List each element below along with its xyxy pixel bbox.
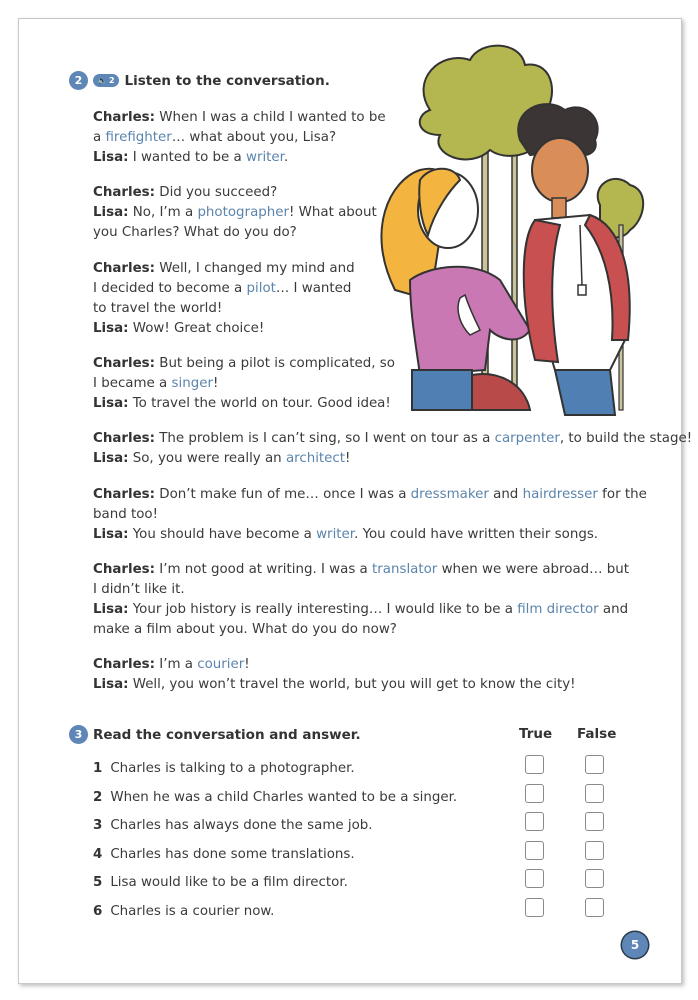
dialogue-text: a bbox=[93, 130, 106, 145]
dialogue-text: . You could have written their songs. bbox=[354, 527, 599, 542]
conversation-line bbox=[93, 394, 395, 414]
conversation-line bbox=[93, 259, 355, 279]
true-checkbox[interactable] bbox=[525, 869, 544, 888]
section-3-title: Read the conversation and answer. bbox=[93, 726, 361, 743]
speaker-name: Charles: bbox=[93, 110, 155, 125]
woman-figure bbox=[381, 169, 530, 410]
dialogue-text: I wanted to be a bbox=[128, 150, 246, 165]
question-number: 1 bbox=[93, 761, 103, 776]
conversation-line bbox=[93, 279, 355, 299]
job-keyword: singer bbox=[171, 376, 213, 391]
job-keyword: hairdresser bbox=[522, 487, 598, 502]
conversation-block bbox=[93, 560, 629, 640]
conversation-block bbox=[93, 485, 647, 545]
question-item bbox=[93, 904, 274, 919]
dialogue-text: ! What about bbox=[289, 205, 377, 220]
section-3-header bbox=[69, 725, 361, 744]
dialogue-text: ! bbox=[244, 657, 250, 672]
question-item bbox=[93, 790, 457, 805]
question-item bbox=[93, 847, 355, 862]
dialogue-text: band too! bbox=[93, 507, 158, 522]
true-checkbox[interactable] bbox=[525, 755, 544, 774]
question-number: 5 bbox=[93, 875, 103, 890]
dialogue-text: I’m not good at writing. I was a bbox=[155, 562, 373, 577]
dialogue-text: … I wanted bbox=[275, 281, 352, 296]
conversation-line bbox=[93, 299, 355, 319]
audio-track-badge[interactable] bbox=[93, 74, 119, 87]
question-item bbox=[93, 875, 348, 890]
false-checkbox[interactable] bbox=[585, 869, 604, 888]
job-keyword: pilot bbox=[246, 281, 276, 296]
conversation-block bbox=[93, 183, 377, 243]
question-number: 4 bbox=[93, 846, 103, 862]
speaker-name: Charles: bbox=[93, 431, 155, 446]
dialogue-text: ! bbox=[345, 451, 351, 466]
job-keyword: carpenter bbox=[494, 431, 560, 446]
audio-track-number: 2 bbox=[108, 76, 115, 85]
question-text: Charles is a courier now. bbox=[110, 903, 275, 919]
dialogue-text: Don’t make fun of me… once I was a bbox=[155, 487, 411, 502]
section-2-header bbox=[69, 71, 330, 90]
conversation-block bbox=[93, 354, 395, 414]
question-number: 3 bbox=[93, 818, 103, 833]
speaker-name: Lisa: bbox=[93, 150, 129, 165]
job-keyword: architect bbox=[285, 451, 346, 466]
conversation-line bbox=[93, 655, 576, 675]
conversation-line bbox=[93, 183, 377, 203]
dialogue-text: I became a bbox=[93, 376, 172, 391]
dialogue-text: and bbox=[598, 602, 629, 617]
dialogue-text: To travel the world on tour. Good idea! bbox=[128, 396, 391, 411]
dialogue-text: Your job history is really interesting… I would like to be a bbox=[128, 602, 518, 617]
dialogue-text: . bbox=[283, 150, 289, 165]
dialogue-text: when we were abroad… but bbox=[437, 562, 630, 577]
speaker-name: Charles: bbox=[93, 261, 155, 276]
speaker-name: Charles: bbox=[93, 185, 155, 200]
question-text: Lisa would like to be a film director. bbox=[110, 875, 348, 890]
conversation-line bbox=[93, 485, 647, 505]
speaker-name: Charles: bbox=[93, 487, 155, 502]
conversation-block bbox=[93, 429, 692, 469]
section-3-number: 3 bbox=[69, 725, 88, 744]
false-checkbox[interactable] bbox=[585, 812, 604, 831]
true-checkbox[interactable] bbox=[525, 812, 544, 831]
question-number: 6 bbox=[93, 903, 103, 919]
speaker-name: Lisa: bbox=[93, 677, 129, 692]
conversation-line bbox=[93, 580, 629, 600]
job-keyword: translator bbox=[372, 562, 438, 577]
conversation-line bbox=[93, 319, 355, 339]
dialogue-text: Well, I changed my mind and bbox=[155, 261, 355, 276]
true-column-header: True bbox=[519, 726, 553, 742]
speaker-name: Lisa: bbox=[93, 527, 129, 542]
dialogue-text: You should have become a bbox=[128, 527, 317, 542]
job-keyword: writer bbox=[246, 150, 284, 165]
section-2-title: Listen to the conversation. bbox=[124, 72, 330, 89]
speaker-name: Lisa: bbox=[93, 321, 129, 336]
dialogue-text: I decided to become a bbox=[93, 281, 247, 296]
job-keyword: writer bbox=[316, 527, 355, 542]
question-text: Charles has always done the same job. bbox=[110, 818, 373, 833]
conversation-block bbox=[93, 108, 386, 168]
conversation-line bbox=[93, 148, 386, 168]
job-keyword: film director bbox=[517, 602, 599, 617]
true-checkbox[interactable] bbox=[525, 784, 544, 803]
conversation-line bbox=[93, 429, 692, 449]
conversation-line bbox=[93, 449, 692, 469]
characters-illustration bbox=[360, 40, 660, 420]
question-item bbox=[93, 761, 355, 776]
dialogue-text: No, I’m a bbox=[128, 205, 198, 220]
conversation-line bbox=[93, 223, 377, 243]
true-checkbox[interactable] bbox=[525, 898, 544, 917]
job-keyword: firefighter bbox=[105, 130, 172, 145]
man-figure bbox=[518, 104, 629, 415]
speaker-name: Lisa: bbox=[93, 602, 129, 617]
dialogue-text: I didn’t like it. bbox=[93, 582, 185, 597]
conversation-line bbox=[93, 354, 395, 374]
job-keyword: photographer bbox=[197, 205, 290, 220]
dialogue-text: But being a pilot is complicated, so bbox=[155, 356, 395, 371]
dialogue-text: The problem is I can’t sing, so I went on tour as a bbox=[155, 431, 495, 446]
false-checkbox[interactable] bbox=[585, 898, 604, 917]
conversation-line bbox=[93, 374, 395, 394]
question-text: Charles is talking to a photographer. bbox=[110, 761, 355, 776]
speaker-name: Charles: bbox=[93, 356, 155, 371]
dialogue-text: for the bbox=[597, 487, 647, 502]
conversation-line bbox=[93, 203, 377, 223]
dialogue-text: … what about you, Lisa? bbox=[171, 130, 337, 145]
dialogue-text: Well, you won’t travel the world, but you will get to know the city! bbox=[128, 677, 576, 692]
conversation-block bbox=[93, 259, 355, 339]
job-keyword: dressmaker bbox=[410, 487, 489, 502]
false-checkbox[interactable] bbox=[585, 755, 604, 774]
dialogue-text: make a film about you. What do you do now? bbox=[93, 622, 397, 637]
conversation-line bbox=[93, 128, 386, 148]
dialogue-text: ! bbox=[212, 376, 219, 391]
question-item bbox=[93, 818, 373, 833]
job-keyword: courier bbox=[197, 657, 245, 672]
dialogue-text: Did you succeed? bbox=[155, 185, 278, 200]
false-checkbox[interactable] bbox=[585, 841, 604, 860]
dialogue-text: Wow! Great choice! bbox=[128, 321, 265, 336]
dialogue-text: , to build the stage! bbox=[559, 431, 693, 446]
dialogue-text: and bbox=[488, 487, 523, 502]
conversation-line bbox=[93, 560, 629, 580]
speaker-name: Lisa: bbox=[93, 396, 129, 411]
dialogue-text: you Charles? What do you do? bbox=[93, 225, 297, 240]
dialogue-text: to travel the world! bbox=[93, 301, 223, 316]
speaker-icon: 🔈 bbox=[97, 76, 107, 85]
question-text: Charles has done some translations. bbox=[110, 846, 355, 862]
dialogue-text: When I was a child I wanted to be bbox=[155, 110, 386, 125]
conversation-line bbox=[93, 600, 629, 620]
dialogue-text: I’m a bbox=[155, 657, 198, 672]
conversation-line bbox=[93, 620, 629, 640]
speaker-name: Lisa: bbox=[93, 205, 129, 220]
conversation-line bbox=[93, 525, 647, 545]
section-2-number: 2 bbox=[69, 71, 88, 90]
conversation-line bbox=[93, 505, 647, 525]
speaker-name: Lisa: bbox=[93, 451, 129, 466]
page-number: 5 bbox=[622, 932, 648, 958]
false-checkbox[interactable] bbox=[585, 784, 604, 803]
true-checkbox[interactable] bbox=[525, 841, 544, 860]
dialogue-text: So, you were really an bbox=[128, 451, 286, 466]
question-text: When he was a child Charles wanted to be a singer. bbox=[110, 789, 458, 805]
false-column-header: False bbox=[577, 726, 617, 742]
speaker-name: Charles: bbox=[93, 562, 155, 577]
conversation-line bbox=[93, 108, 386, 128]
question-number: 2 bbox=[93, 789, 103, 805]
conversation-block bbox=[93, 655, 576, 695]
conversation-line bbox=[93, 675, 576, 695]
speaker-name: Charles: bbox=[93, 657, 155, 672]
